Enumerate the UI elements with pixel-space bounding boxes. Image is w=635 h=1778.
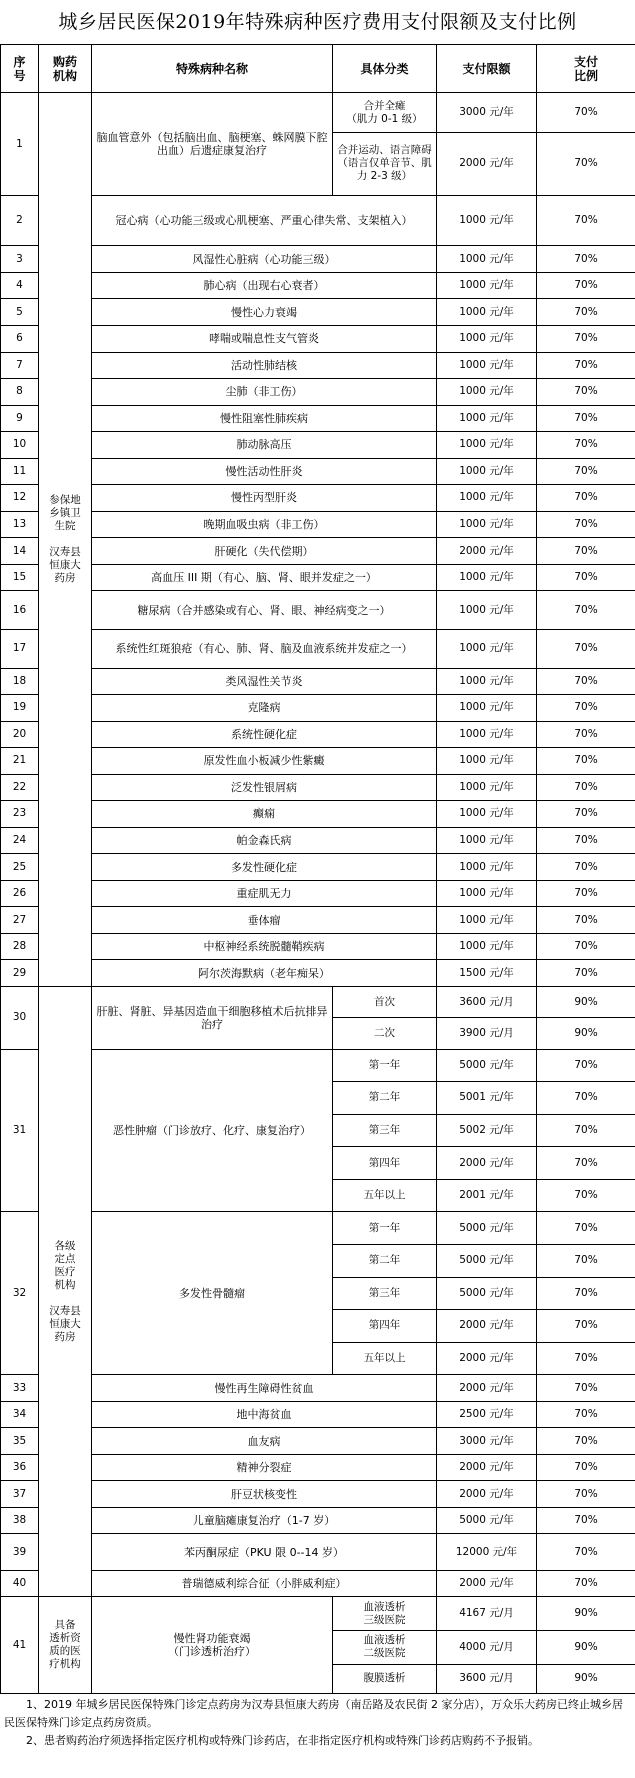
payment-ratio: 70%	[537, 1244, 635, 1277]
row-number: 17	[1, 629, 39, 668]
table-row	[1, 272, 635, 299]
payment-ratio: 70%	[537, 854, 635, 881]
payment-limit: 1000 元/年	[437, 432, 537, 459]
payment-limit: 2000 元/年	[437, 1570, 537, 1597]
sub-category: 首次	[333, 986, 437, 1017]
disease-name: 尘肺（非工伤）	[92, 379, 437, 406]
sub-category: 第三年	[333, 1114, 437, 1147]
row-number: 32	[1, 1212, 39, 1375]
disease-name: 类风湿性关节炎	[92, 668, 437, 695]
table-row	[1, 695, 635, 722]
row-number: 11	[1, 458, 39, 485]
footnote: 2、患者购药治疗须选择指定医疗机构或特殊门诊药店，在非指定医疗机构或特殊门诊药店购药不予报销。	[26, 1734, 539, 1747]
payment-ratio: 70%	[537, 1507, 635, 1534]
table-row	[1, 1375, 635, 1402]
table-row	[1, 195, 635, 246]
table-row	[1, 774, 635, 801]
sub-category: 第二年	[333, 1244, 437, 1277]
payment-limit: 1000 元/年	[437, 933, 537, 960]
table-row	[1, 405, 635, 432]
header-category: 具体分类	[333, 45, 437, 93]
payment-ratio: 70%	[537, 133, 635, 196]
institution-cell: 各级 定点 医疗 机构 汉寿县 恒康大 药房	[39, 986, 92, 1596]
payment-limit: 4000 元/月	[437, 1630, 537, 1664]
disease-name: 慢性肾功能衰竭 （门诊透析治疗）	[92, 1597, 333, 1694]
row-number: 34	[1, 1401, 39, 1428]
payment-limit: 5000 元/年	[437, 1049, 537, 1082]
table-row	[1, 1428, 635, 1455]
disease-name: 冠心病（心功能三级或心肌梗塞、严重心律失常、支架植入）	[92, 195, 437, 246]
payment-limit: 1000 元/年	[437, 629, 537, 668]
table-row	[1, 379, 635, 406]
row-number: 19	[1, 695, 39, 722]
row-number: 29	[1, 960, 39, 987]
table-row	[1, 511, 635, 538]
payment-limit: 3000 元/年	[437, 1428, 537, 1455]
payment-ratio: 70%	[537, 1310, 635, 1343]
payment-ratio: 70%	[537, 326, 635, 353]
payment-ratio: 70%	[537, 695, 635, 722]
payment-ratio: 70%	[537, 960, 635, 987]
table-row	[1, 93, 635, 133]
row-number: 39	[1, 1534, 39, 1570]
payment-limit: 3600 元/月	[437, 986, 537, 1017]
table-row	[1, 1570, 635, 1597]
sub-category: 腹膜透析	[333, 1664, 437, 1693]
table-row	[1, 352, 635, 379]
table-row	[1, 907, 635, 934]
disease-name: 阿尔茨海默病（老年痴呆）	[92, 960, 437, 987]
table-row	[1, 1454, 635, 1481]
payment-limit: 1000 元/年	[437, 668, 537, 695]
table-row	[1, 538, 635, 565]
payment-limit: 3600 元/月	[437, 1664, 537, 1693]
payment-limit: 2000 元/年	[437, 1147, 537, 1180]
table-row	[1, 1401, 635, 1428]
institution-cell: 具备 透析资 质的医 疗机构	[39, 1597, 92, 1694]
payment-limit: 1000 元/年	[437, 721, 537, 748]
payment-ratio: 70%	[537, 485, 635, 512]
payment-limit: 2000 元/年	[437, 538, 537, 565]
row-number: 6	[1, 326, 39, 353]
payment-limit: 5002 元/年	[437, 1114, 537, 1147]
payment-ratio: 90%	[537, 1018, 635, 1049]
payment-limit: 1000 元/年	[437, 246, 537, 273]
disease-name: 肝脏、肾脏、异基因造血干细胞移植术后抗排异治疗	[92, 986, 333, 1049]
sub-category: 五年以上	[333, 1342, 437, 1375]
sub-category: 第一年	[333, 1212, 437, 1245]
table-row	[1, 485, 635, 512]
disease-name: 普瑞德威利综合征（小胖威利症）	[92, 1570, 437, 1597]
payment-limit: 5000 元/年	[437, 1507, 537, 1534]
table-row	[1, 432, 635, 459]
table-row	[1, 1597, 635, 1631]
disease-name: 慢性阻塞性肺疾病	[92, 405, 437, 432]
disease-name: 肺动脉高压	[92, 432, 437, 459]
table-row	[1, 1481, 635, 1508]
payment-ratio: 70%	[537, 246, 635, 273]
row-number: 27	[1, 907, 39, 934]
payment-ratio: 70%	[537, 432, 635, 459]
payment-ratio: 70%	[537, 564, 635, 591]
row-number: 36	[1, 1454, 39, 1481]
disease-name: 多发性骨髓瘤	[92, 1212, 333, 1375]
row-number: 15	[1, 564, 39, 591]
payment-ratio: 70%	[537, 1342, 635, 1375]
sub-category: 血液透析 三级医院	[333, 1597, 437, 1631]
header-no: 序 号	[1, 45, 39, 93]
payment-table	[0, 44, 635, 1694]
payment-limit: 2000 元/年	[437, 1481, 537, 1508]
disease-name: 慢性活动性肝炎	[92, 458, 437, 485]
payment-limit: 3000 元/年	[437, 93, 537, 133]
table-row	[1, 986, 635, 1017]
payment-ratio: 70%	[537, 1082, 635, 1115]
payment-ratio: 70%	[537, 774, 635, 801]
payment-limit: 1000 元/年	[437, 907, 537, 934]
disease-name: 苯丙酮尿症（PKU 限 0--14 岁）	[92, 1534, 437, 1570]
payment-limit: 1000 元/年	[437, 195, 537, 246]
payment-limit: 1000 元/年	[437, 326, 537, 353]
payment-limit: 2000 元/年	[437, 1310, 537, 1343]
row-number: 28	[1, 933, 39, 960]
payment-limit: 2000 元/年	[437, 133, 537, 196]
payment-ratio: 70%	[537, 1570, 635, 1597]
row-number: 40	[1, 1570, 39, 1597]
sub-category: 第二年	[333, 1082, 437, 1115]
payment-ratio: 70%	[537, 1534, 635, 1570]
row-number: 9	[1, 405, 39, 432]
payment-limit: 1000 元/年	[437, 405, 537, 432]
payment-limit: 1000 元/年	[437, 511, 537, 538]
row-number: 26	[1, 880, 39, 907]
disease-name: 系统性红斑狼疮（有心、肺、肾、脑及血液系统并发症之一）	[92, 629, 437, 668]
payment-limit: 1000 元/年	[437, 801, 537, 828]
disease-name: 精神分裂症	[92, 1454, 437, 1481]
header-disease: 特殊病种名称	[92, 45, 333, 93]
row-number: 35	[1, 1428, 39, 1455]
payment-ratio: 70%	[537, 801, 635, 828]
payment-limit: 5001 元/年	[437, 1082, 537, 1115]
disease-name: 慢性丙型肝炎	[92, 485, 437, 512]
disease-name: 血友病	[92, 1428, 437, 1455]
disease-name: 恶性肿瘤（门诊放疗、化疗、康复治疗）	[92, 1049, 333, 1212]
table-row	[1, 668, 635, 695]
payment-ratio: 90%	[537, 1597, 635, 1631]
payment-ratio: 70%	[537, 1401, 635, 1428]
payment-ratio: 70%	[537, 352, 635, 379]
payment-limit: 1000 元/年	[437, 564, 537, 591]
payment-limit: 5000 元/年	[437, 1277, 537, 1310]
payment-limit: 1000 元/年	[437, 379, 537, 406]
table-row	[1, 827, 635, 854]
payment-limit: 1000 元/年	[437, 272, 537, 299]
table-row	[1, 591, 635, 630]
table-row	[1, 246, 635, 273]
payment-ratio: 70%	[537, 1049, 635, 1082]
payment-limit: 1000 元/年	[437, 748, 537, 775]
table-row	[1, 1212, 635, 1245]
sub-category: 第四年	[333, 1310, 437, 1343]
payment-limit: 1000 元/年	[437, 485, 537, 512]
payment-ratio: 70%	[537, 907, 635, 934]
payment-limit: 1000 元/年	[437, 299, 537, 326]
payment-limit: 2500 元/年	[437, 1401, 537, 1428]
disease-name: 儿童脑瘫康复治疗（1-7 岁）	[92, 1507, 437, 1534]
disease-name: 慢性心力衰竭	[92, 299, 437, 326]
table-header-row	[1, 45, 635, 93]
sub-category: 第三年	[333, 1277, 437, 1310]
disease-name: 脑血管意外（包括脑出血、脑梗塞、蛛网膜下腔出血）后遗症康复治疗	[92, 93, 333, 196]
disease-name: 风湿性心脏病（心功能三级）	[92, 246, 437, 273]
disease-name: 高血压 III 期（有心、脑、肾、眼并发症之一）	[92, 564, 437, 591]
table-row	[1, 880, 635, 907]
disease-name: 晚期血吸虫病（非工伤）	[92, 511, 437, 538]
disease-name: 肝豆状核变性	[92, 1481, 437, 1508]
sub-category: 二次	[333, 1018, 437, 1049]
table-row	[1, 299, 635, 326]
sub-category: 第四年	[333, 1147, 437, 1180]
table-row	[1, 801, 635, 828]
disease-name: 糖尿病（合并感染或有心、肾、眼、神经病变之一）	[92, 591, 437, 630]
row-number: 5	[1, 299, 39, 326]
payment-ratio: 70%	[537, 379, 635, 406]
payment-limit: 2000 元/年	[437, 1342, 537, 1375]
row-number: 25	[1, 854, 39, 881]
payment-ratio: 70%	[537, 668, 635, 695]
row-number: 30	[1, 986, 39, 1049]
footnote: 1、2019 年城乡居民医保特殊门诊定点药房为汉寿县恒康大药房（南岳路及农民街 2 家分店），万众乐大药房已终止城乡居民医保特殊门诊定点药房资质。	[4, 1698, 623, 1729]
payment-ratio: 70%	[537, 511, 635, 538]
header-institution: 购药 机构	[39, 45, 92, 93]
row-number: 22	[1, 774, 39, 801]
row-number: 21	[1, 748, 39, 775]
page-title: 城乡居民医保2019年特殊病种医疗费用支付限额及支付比例	[58, 11, 577, 33]
sub-category: 第一年	[333, 1049, 437, 1082]
row-number: 14	[1, 538, 39, 565]
payment-ratio: 70%	[537, 1179, 635, 1212]
table-row	[1, 933, 635, 960]
payment-ratio: 70%	[537, 299, 635, 326]
header-ratio: 支付 比例	[537, 45, 635, 93]
sub-category: 合并全瘫 （肌力 0-1 级）	[333, 93, 437, 133]
table-row	[1, 1534, 635, 1570]
payment-limit: 1000 元/年	[437, 774, 537, 801]
payment-ratio: 70%	[537, 1114, 635, 1147]
payment-ratio: 70%	[537, 93, 635, 133]
payment-limit: 1000 元/年	[437, 458, 537, 485]
disease-name: 哮喘或喘息性支气管炎	[92, 326, 437, 353]
payment-ratio: 70%	[537, 1454, 635, 1481]
payment-ratio: 70%	[537, 405, 635, 432]
table-row	[1, 564, 635, 591]
disease-name: 肺心病（出现右心衰者）	[92, 272, 437, 299]
payment-limit: 1000 元/年	[437, 854, 537, 881]
row-number: 16	[1, 591, 39, 630]
table-row	[1, 458, 635, 485]
payment-ratio: 70%	[537, 1277, 635, 1310]
payment-ratio: 70%	[537, 1481, 635, 1508]
payment-ratio: 90%	[537, 986, 635, 1017]
table-row	[1, 854, 635, 881]
payment-ratio: 70%	[537, 1147, 635, 1180]
table-row	[1, 326, 635, 353]
row-number: 23	[1, 801, 39, 828]
payment-ratio: 70%	[537, 1212, 635, 1245]
disease-name: 慢性再生障碍性贫血	[92, 1375, 437, 1402]
row-number: 33	[1, 1375, 39, 1402]
payment-limit: 1500 元/年	[437, 960, 537, 987]
disease-name: 原发性血小板减少性紫癜	[92, 748, 437, 775]
row-number: 37	[1, 1481, 39, 1508]
table-row	[1, 748, 635, 775]
payment-ratio: 70%	[537, 721, 635, 748]
row-number: 18	[1, 668, 39, 695]
table-row	[1, 721, 635, 748]
payment-ratio: 90%	[537, 1664, 635, 1693]
disease-name: 癫痫	[92, 801, 437, 828]
row-number: 31	[1, 1049, 39, 1212]
row-number: 8	[1, 379, 39, 406]
footnotes	[0, 1696, 635, 1778]
row-number: 24	[1, 827, 39, 854]
payment-limit: 12000 元/年	[437, 1534, 537, 1570]
payment-ratio: 70%	[537, 591, 635, 630]
disease-name: 重症肌无力	[92, 880, 437, 907]
payment-ratio: 70%	[537, 933, 635, 960]
disease-name: 多发性硬化症	[92, 854, 437, 881]
row-number: 12	[1, 485, 39, 512]
payment-ratio: 70%	[537, 1428, 635, 1455]
payment-limit: 1000 元/年	[437, 880, 537, 907]
payment-ratio: 70%	[537, 272, 635, 299]
disease-name: 系统性硬化症	[92, 721, 437, 748]
sub-category: 五年以上	[333, 1179, 437, 1212]
payment-limit: 1000 元/年	[437, 591, 537, 630]
disease-name: 肝硬化（失代偿期）	[92, 538, 437, 565]
payment-ratio: 70%	[537, 195, 635, 246]
payment-limit: 1000 元/年	[437, 352, 537, 379]
table-row	[1, 1049, 635, 1082]
table-row	[1, 1507, 635, 1534]
disease-name: 中枢神经系统脱髓鞘疾病	[92, 933, 437, 960]
disease-name: 克隆病	[92, 695, 437, 722]
disease-name: 活动性肺结核	[92, 352, 437, 379]
row-number: 3	[1, 246, 39, 273]
header-limit: 支付限额	[437, 45, 537, 93]
disease-name: 泛发性银屑病	[92, 774, 437, 801]
payment-ratio: 90%	[537, 1630, 635, 1664]
disease-name: 帕金森氏病	[92, 827, 437, 854]
row-number: 38	[1, 1507, 39, 1534]
payment-limit: 2000 元/年	[437, 1454, 537, 1481]
row-number: 7	[1, 352, 39, 379]
payment-limit: 4167 元/月	[437, 1597, 537, 1631]
disease-name: 地中海贫血	[92, 1401, 437, 1428]
payment-limit: 5000 元/年	[437, 1212, 537, 1245]
payment-limit: 1000 元/年	[437, 827, 537, 854]
table-row	[1, 960, 635, 987]
payment-limit: 1000 元/年	[437, 695, 537, 722]
payment-ratio: 70%	[537, 827, 635, 854]
table-row	[1, 629, 635, 668]
payment-ratio: 70%	[537, 1375, 635, 1402]
payment-ratio: 70%	[537, 880, 635, 907]
payment-ratio: 70%	[537, 629, 635, 668]
row-number: 4	[1, 272, 39, 299]
disease-name: 垂体瘤	[92, 907, 437, 934]
sub-category: 合并运动、语言障碍（语言仅单音节、肌力 2-3 级）	[333, 133, 437, 196]
payment-limit: 5000 元/年	[437, 1244, 537, 1277]
row-number: 13	[1, 511, 39, 538]
row-number: 2	[1, 195, 39, 246]
row-number: 20	[1, 721, 39, 748]
institution-cell: 参保地 乡镇卫 生院 汉寿县 恒康大 药房	[39, 93, 92, 987]
row-number: 1	[1, 93, 39, 196]
payment-limit: 2000 元/年	[437, 1375, 537, 1402]
payment-limit: 3900 元/月	[437, 1018, 537, 1049]
payment-ratio: 70%	[537, 538, 635, 565]
sub-category: 血液透析 二级医院	[333, 1630, 437, 1664]
row-number: 10	[1, 432, 39, 459]
payment-limit: 2001 元/年	[437, 1179, 537, 1212]
row-number: 41	[1, 1597, 39, 1694]
payment-ratio: 70%	[537, 458, 635, 485]
payment-ratio: 70%	[537, 748, 635, 775]
